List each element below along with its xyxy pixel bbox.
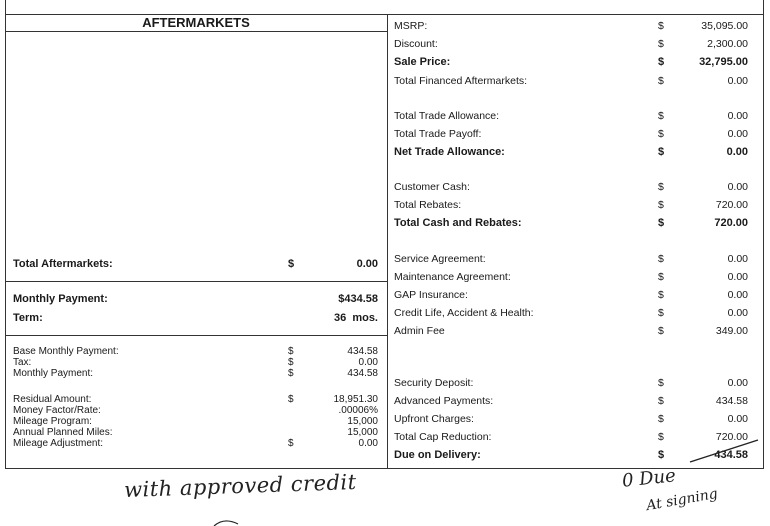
summary-label: Total Cash and Rebates:	[394, 217, 522, 229]
detail-value: 15,000	[347, 427, 378, 438]
aftermarkets-header: AFTERMARKETS	[142, 15, 250, 30]
term-label: Term:	[13, 312, 43, 324]
summary-dollar: $	[658, 181, 664, 193]
summary-label: Total Rebates:	[394, 199, 462, 211]
summary-dollar: $	[658, 199, 664, 211]
detail-label: Base Monthly Payment:	[13, 346, 119, 357]
summary-value: 720.00	[715, 199, 748, 211]
summary-value: 0.00	[727, 307, 748, 319]
summary-label: Maintenance Agreement:	[394, 271, 511, 283]
summary-value: 720.00	[715, 431, 748, 443]
summary-value: 0.00	[727, 110, 748, 122]
summary-dollar: $	[658, 146, 665, 158]
summary-label: Credit Life, Accident & Health:	[394, 307, 534, 319]
summary-dollar: $	[658, 307, 664, 319]
summary-label: Net Trade Allowance:	[394, 146, 505, 158]
total-aftermarkets-value: 0.00	[356, 258, 378, 270]
detail-value: 434.58	[347, 346, 378, 357]
detail-dollar: $	[288, 368, 294, 379]
detail-dollar: $	[288, 438, 294, 449]
summary-value: 32,795.00	[699, 56, 748, 68]
detail-label: Tax:	[13, 357, 32, 368]
summary-label: Sale Price:	[394, 56, 451, 68]
monthly-payment-value: $434.58	[338, 293, 378, 305]
summary-dollar: $	[658, 128, 664, 140]
summary-label: Admin Fee	[394, 325, 445, 337]
monthly-payment-label: Monthly Payment:	[13, 293, 108, 305]
summary-label: Customer Cash:	[394, 181, 470, 193]
summary-dollar: $	[658, 38, 664, 50]
summary-value: 0.00	[727, 289, 748, 301]
summary-label: Total Financed Aftermarkets:	[394, 75, 528, 87]
pen-stroke	[214, 521, 238, 526]
summary-dollar: $	[658, 271, 664, 283]
detail-label: Mileage Adjustment:	[13, 438, 104, 449]
summary-dollar: $	[658, 413, 664, 425]
summary-dollar: $	[658, 431, 664, 443]
detail-value: 15,000	[347, 416, 378, 427]
summary-label: GAP Insurance:	[394, 289, 468, 301]
detail-value: 0.00	[358, 357, 378, 368]
summary-value: 349.00	[715, 325, 748, 337]
detail-value: 0.00	[358, 438, 378, 449]
detail-dollar: $	[288, 394, 294, 405]
summary-label: Total Cap Reduction:	[394, 431, 492, 443]
summary-label: Discount:	[394, 38, 438, 50]
summary-label: Advanced Payments:	[394, 395, 494, 407]
summary-dollar: $	[658, 20, 664, 32]
detail-value: 18,951.30	[333, 394, 378, 405]
detail-value: .00006%	[338, 405, 378, 416]
summary-dollar: $	[658, 253, 664, 265]
summary-value: 0.00	[727, 253, 748, 265]
summary-label: MSRP:	[394, 20, 428, 32]
summary-dollar: $	[658, 56, 665, 68]
detail-label: Residual Amount:	[13, 394, 92, 405]
handwritten-note-signing: At signing	[645, 485, 719, 515]
handwritten-note-due: 0 Due	[621, 465, 677, 492]
summary-value: 0.00	[726, 146, 748, 158]
summary-value: 0.00	[727, 413, 748, 425]
summary-label: Upfront Charges:	[394, 413, 474, 425]
summary-value: 0.00	[727, 128, 748, 140]
summary-value: 0.00	[727, 271, 748, 283]
summary-value: 35,095.00	[701, 20, 748, 32]
detail-label: Annual Planned Miles:	[13, 427, 113, 438]
term-value: 36 mos.	[333, 312, 378, 324]
summary-value: 720.00	[714, 217, 748, 229]
summary-value: 0.00	[727, 75, 748, 87]
summary-label: Security Deposit:	[394, 377, 474, 389]
detail-dollar: $	[288, 346, 294, 357]
summary-dollar: $	[658, 377, 664, 389]
summary-value: 0.00	[727, 377, 748, 389]
summary-label: Due on Delivery:	[394, 449, 481, 461]
detail-dollar: $	[288, 357, 294, 368]
summary-label: Service Agreement:	[394, 253, 486, 265]
summary-label: Total Trade Allowance:	[394, 110, 500, 122]
summary-value: 434.58	[715, 395, 748, 407]
detail-label: Monthly Payment:	[13, 368, 94, 379]
strike-mark	[690, 440, 758, 462]
summary-dollar: $	[658, 110, 664, 122]
summary-value: 0.00	[727, 181, 748, 193]
detail-label: Mileage Program:	[13, 416, 92, 427]
summary-dollar: $	[658, 289, 664, 301]
detail-label: Money Factor/Rate:	[13, 405, 101, 416]
summary-dollar: $	[658, 75, 664, 87]
total-aftermarkets-label: Total Aftermarkets:	[13, 258, 113, 270]
summary-dollar: $	[658, 325, 664, 337]
summary-dollar: $	[658, 217, 665, 229]
total-aftermarkets-dollar: $	[288, 258, 295, 270]
handwritten-note-credit: with approved credit	[123, 469, 358, 503]
summary-value: 2,300.00	[707, 38, 748, 50]
summary-value: 434.58	[714, 449, 748, 461]
detail-value: 434.58	[347, 368, 378, 379]
summary-dollar: $	[658, 395, 664, 407]
summary-label: Total Trade Payoff:	[394, 128, 482, 140]
summary-dollar: $	[658, 449, 665, 461]
